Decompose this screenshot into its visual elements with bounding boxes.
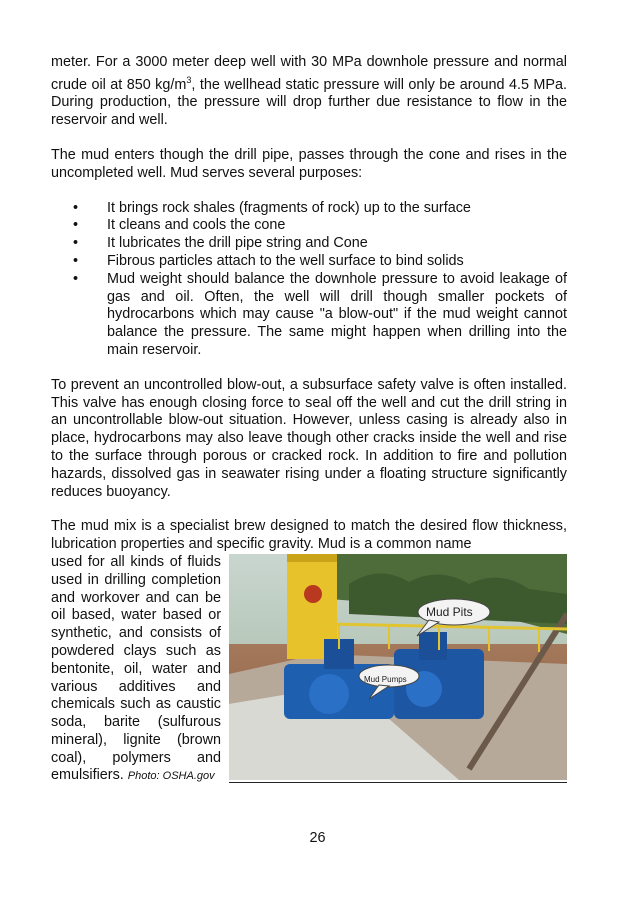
list-item: • It cleans and cools the cone [51,217,567,235]
paragraph-mud-types-text: used for all kinds of fluids used in drilling completion and workover and can be oil based, water based or synthetic, and consists of powdered clays such as bentonite, oil, water and various additives and chemicals such as caustic soda, barite (sulfurous mineral), lignite (brown coal), polymers and emulsifiers. [51,553,221,784]
photo-caption: Photo: OSHA.gov [127,770,215,783]
paragraph-pressure-text: meter. For a 3000 meter deep well with 30 MPa downhole pressure and normal crude oil at 850 kg/m [51,54,567,93]
mud-pumps-photo [229,554,567,780]
list-item: • It lubricates the drill pipe string and Cone [51,235,567,253]
paragraph-mud-mix: The mud mix is a specialist brew designed to match the desired flow thickness, lubrication properties and specific gravity. Mud is a common name [51,518,567,553]
paragraph-blowout: To prevent an uncontrolled blow-out, a subsurface safety valve is often installed. This valve has enough closing force to seal off the well and cut the drill string in an uncontrollable blow-out situation. However, unless casing is already also in place, hydrocarbons may also leave though other cracks inside the well and rise to the surface through porous or cracked rock. In addition to fire and pollution hazards, dissolved gas in seawater rising under a floating structure significantly reduces buoyancy. [51,376,567,500]
mud-pumps-label: Mud Pumps [364,674,407,684]
photo-divider [229,782,567,783]
paragraph-pressure-tail: , the wellhead static pressure will only be around 4.5 MPa. During production, the pressure will drop further due resistance to flow in the reservoir and well. [51,76,567,129]
photo-section [51,554,567,786]
document-page [51,54,567,786]
list-item: • Mud weight should balance the downhole pressure to avoid leakage of gas and oil. Often, the well will drill though smaller pockets of hydrocarbons which may cause "a blow-out" if the mud weight cannot balance the pressure. The same might happen when drilling into the main reservoir. [51,271,567,360]
paragraph-pressure [51,54,567,130]
photo-illustration [229,554,567,780]
list-item: • It brings rock shales (fragments of rock) up to the surface [51,200,567,218]
paragraph-mud-types [51,554,221,786]
page-number: 26 [309,830,326,846]
mud-purposes-list [51,200,567,360]
list-item: • Fibrous particles attach to the well surface to bind solids [51,253,567,271]
paragraph-mud-intro: The mud enters though the drill pipe, passes through the cone and rises in the uncompleted well. Mud serves several purposes: [51,146,567,181]
superscript-3: 3 [186,74,192,85]
mud-pits-label: Mud Pits [426,604,473,619]
